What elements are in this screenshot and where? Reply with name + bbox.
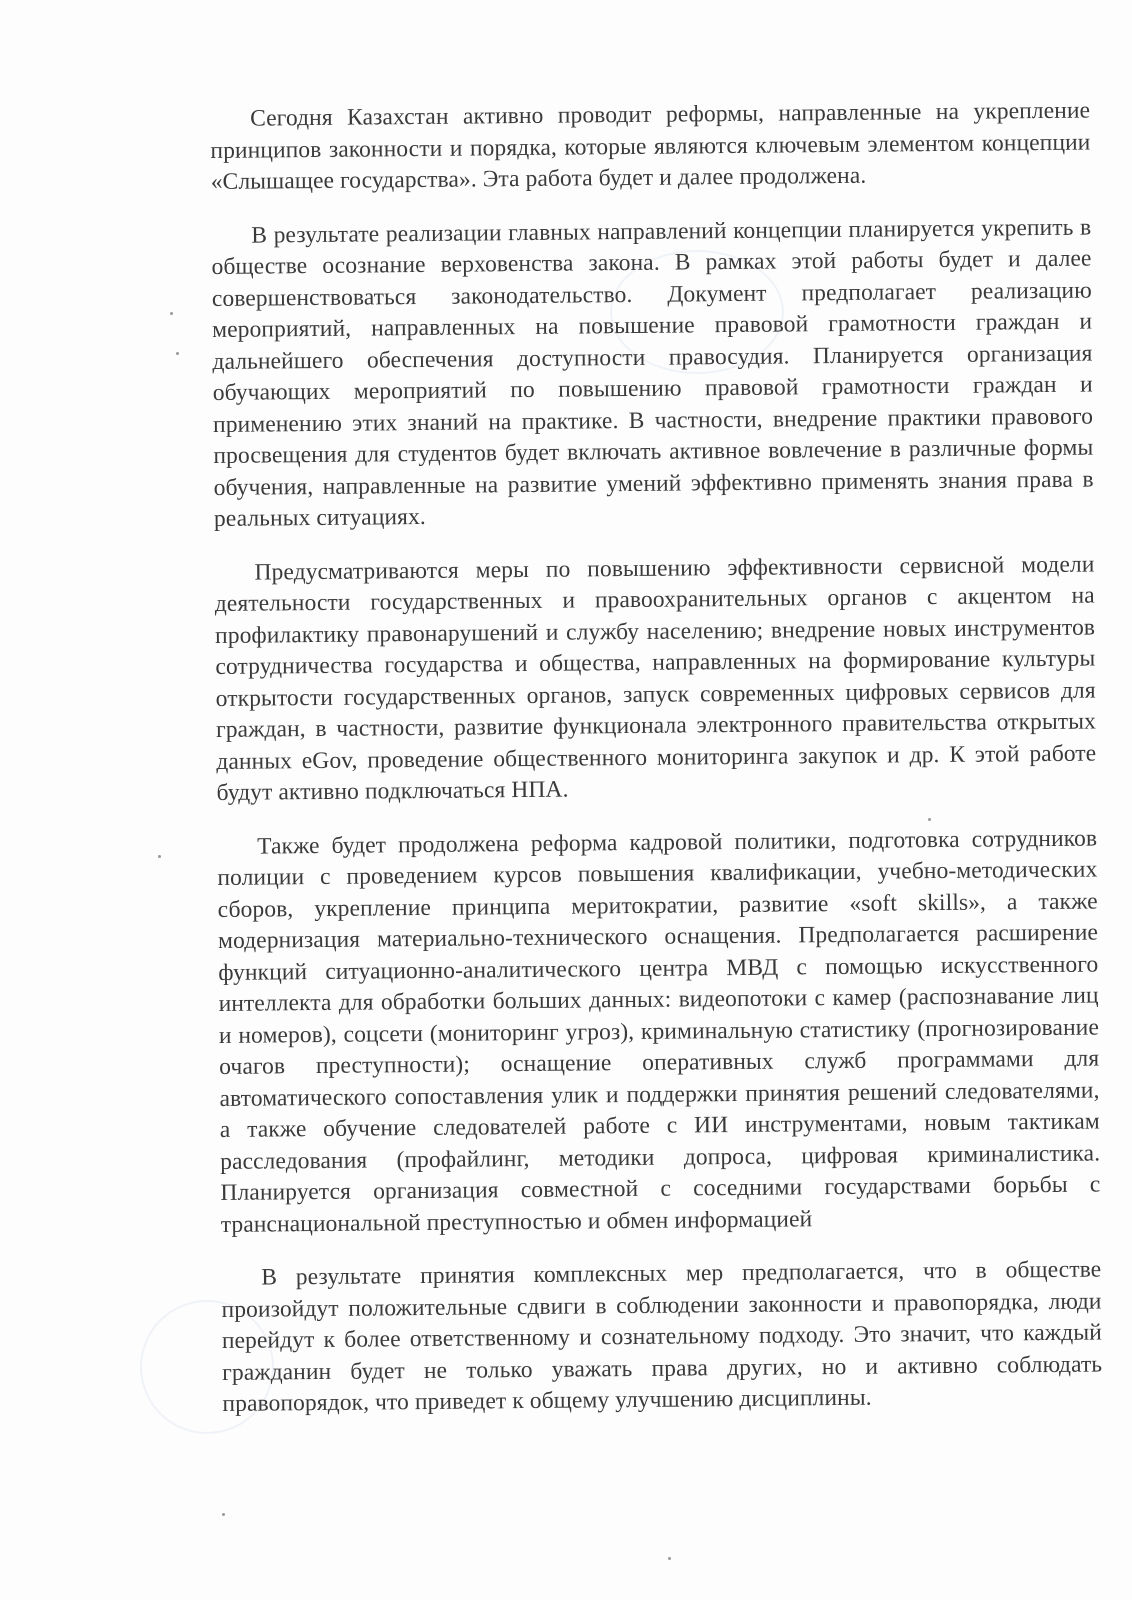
document-body: [210, 96, 1103, 1443]
scan-speck: [668, 1557, 671, 1560]
scan-speck: [170, 312, 173, 315]
paragraph-service-model: Предусматриваются меры по повышению эффективности сервисной модели деятельности государственных и правоохранительных органов с акцентом на профилактику правонарушений и службу населению; внедрение новых инструментов сотрудничества государства и общества, направленных на формирование культуры открытости государственных органов, запуск современных цифровых сервисов для граждан, в частности, развитие функционала электронного правительства открытых данных eGov, проведение общественного мониторинга закупок и др. К этой работе будут активно подключаться НПА.: [214, 551, 1097, 806]
paragraph-intro: Сегодня Казахстан активно проводит реформы, направленные на укрепление принципов законности и порядка, которые являются ключевым элементом концепции «Слышащее государства». Эта работа будет и далее продолжена.: [210, 97, 1091, 195]
paragraph-rule-of-law: В результате реализации главных направлений концепции планируется укрепить в обществе осознание верховенства закона. В рамках этой работы будет и далее совершенствоваться законодательство. Документ предполагает реализацию мероприятий, направленных на повышение правовой грамотности граждан и дальнейшего обеспечения доступности правосудия. Планируется организация обучающих мероприятий по повышению правовой грамотности граждан и применению этих знаний на практике. В частности, внедрение практики правового просвещения для студентов будет включать активное вовлечение в различные формы обучения, направленные на развитие умений эффективно применять знания права в реальных ситуациях.: [211, 214, 1094, 532]
paragraph-personnel-reform: Также будет продолжена реформа кадровой политики, подготовка сотрудников полиции с проведением курсов повышения квалификации, учебно-методических сборов, укрепление принципа меритократии, развитие «soft skills», а также модернизация материально-технического оснащения. Предполагается расширение функций ситуационно-аналитического центра МВД с помощью искусственного интеллекта для обработки больших данных: видеопотоки с камер (распознавание лиц и номеров), соцсети (мониторинг угроз), криминальную статистику (прогнозирование очагов преступности); оснащение оперативных служб программами для автоматического сопоставления улик и поддержки принятия решений следователями, а также обучение следователей работе с ИИ инструментами, новым тактикам расследования (профайлинг, методики допроса, цифровая криминалистика. Планируется организация совместной с соседними государствами борьбы с транснациональной преступностью и обмен информацией: [217, 825, 1101, 1238]
scan-speck: [158, 855, 161, 858]
scan-speck: [176, 352, 179, 355]
scan-speck: [222, 1513, 225, 1516]
paragraph-expected-results: В результате принятия комплексных мер предполагается, что в обществе произойдут положительные сдвиги в соблюдении законности и правопорядка, люди перейдут к более ответственному и сознательному подходу. Это значит, что каждый гражданин будет не только уважать права других, но и активно соблюдать правопорядок, что приведет к общему улучшению дисциплины.: [221, 1256, 1103, 1417]
